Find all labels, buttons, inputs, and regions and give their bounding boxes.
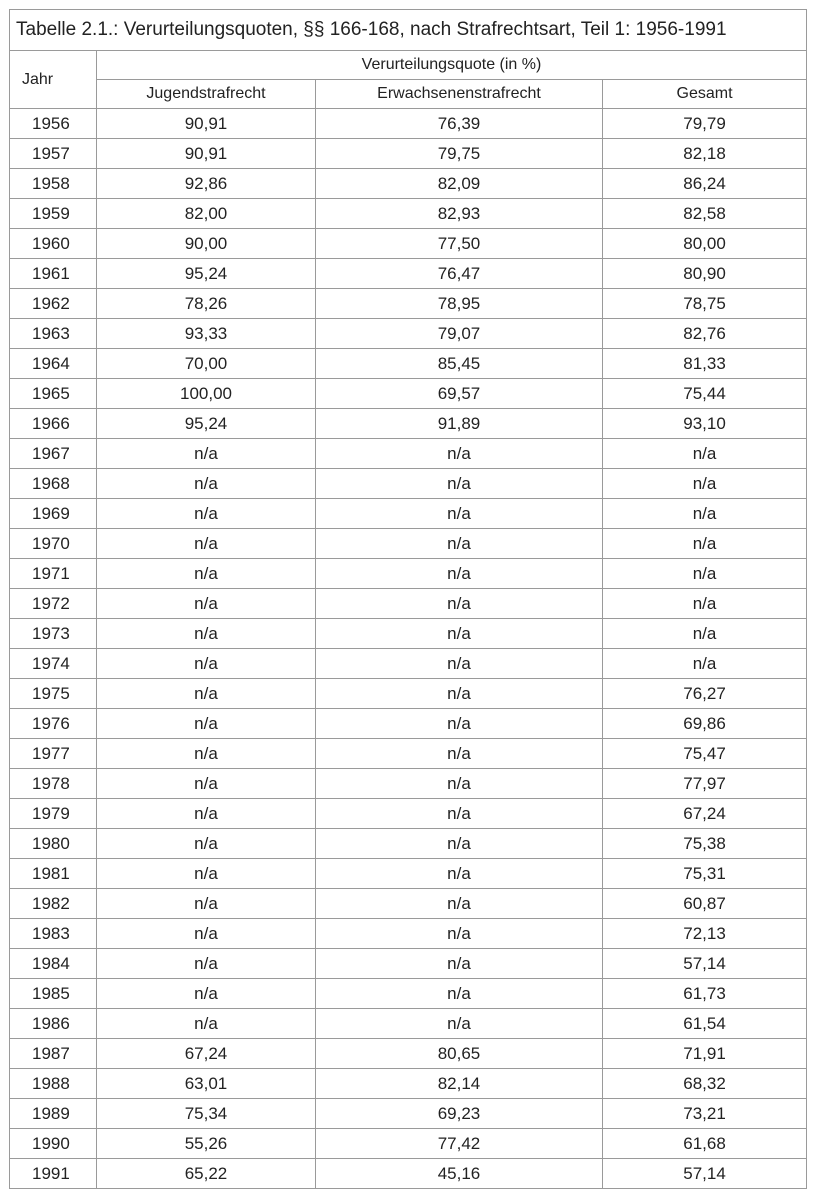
erwachsenenstrafrecht-cell: n/a — [316, 679, 603, 709]
table-row — [10, 1039, 807, 1069]
table-row — [10, 679, 807, 709]
gesamt-cell: 78,75 — [603, 289, 807, 319]
year-cell: 1965 — [10, 379, 97, 409]
jugendstrafrecht-cell: 63,01 — [97, 1069, 316, 1099]
gesamt-cell: 68,32 — [603, 1069, 807, 1099]
erwachsenenstrafrecht-cell: n/a — [316, 889, 603, 919]
year-cell: 1960 — [10, 229, 97, 259]
table-row — [10, 259, 807, 289]
data-table — [9, 9, 807, 1189]
table-row — [10, 379, 807, 409]
erwachsenenstrafrecht-cell: 82,09 — [316, 169, 603, 199]
year-cell: 1962 — [10, 289, 97, 319]
jugendstrafrecht-cell: n/a — [97, 679, 316, 709]
year-cell: 1968 — [10, 469, 97, 499]
table-row — [10, 859, 807, 889]
column-header-gesamt: Gesamt — [603, 80, 807, 109]
gesamt-cell: 77,97 — [603, 769, 807, 799]
year-cell: 1966 — [10, 409, 97, 439]
erwachsenenstrafrecht-cell: 85,45 — [316, 349, 603, 379]
year-cell: 1957 — [10, 139, 97, 169]
jugendstrafrecht-cell: n/a — [97, 1009, 316, 1039]
jugendstrafrecht-cell: n/a — [97, 739, 316, 769]
gesamt-cell: 82,76 — [603, 319, 807, 349]
jugendstrafrecht-cell: n/a — [97, 439, 316, 469]
erwachsenenstrafrecht-cell: 91,89 — [316, 409, 603, 439]
table-row — [10, 559, 807, 589]
year-cell: 1979 — [10, 799, 97, 829]
year-cell: 1983 — [10, 919, 97, 949]
gesamt-cell: 67,24 — [603, 799, 807, 829]
gesamt-cell: 79,79 — [603, 109, 807, 139]
table-row — [10, 769, 807, 799]
jugendstrafrecht-cell: 55,26 — [97, 1129, 316, 1159]
jugendstrafrecht-cell: n/a — [97, 499, 316, 529]
table-row — [10, 499, 807, 529]
jugendstrafrecht-cell: n/a — [97, 469, 316, 499]
gesamt-cell: 81,33 — [603, 349, 807, 379]
gesamt-cell: n/a — [603, 619, 807, 649]
erwachsenenstrafrecht-cell: n/a — [316, 799, 603, 829]
erwachsenenstrafrecht-cell: n/a — [316, 439, 603, 469]
erwachsenenstrafrecht-cell: 77,42 — [316, 1129, 603, 1159]
erwachsenenstrafrecht-cell: 45,16 — [316, 1159, 603, 1189]
erwachsenenstrafrecht-cell: 79,07 — [316, 319, 603, 349]
table-row — [10, 649, 807, 679]
table-row — [10, 739, 807, 769]
year-cell: 1958 — [10, 169, 97, 199]
year-cell: 1991 — [10, 1159, 97, 1189]
table-row — [10, 1009, 807, 1039]
table-row — [10, 169, 807, 199]
gesamt-cell: 57,14 — [603, 1159, 807, 1189]
gesamt-cell: n/a — [603, 439, 807, 469]
jugendstrafrecht-cell: n/a — [97, 949, 316, 979]
erwachsenenstrafrecht-cell: n/a — [316, 829, 603, 859]
jugendstrafrecht-cell: n/a — [97, 589, 316, 619]
gesamt-cell: 80,90 — [603, 259, 807, 289]
table-row — [10, 619, 807, 649]
gesamt-cell: 60,87 — [603, 889, 807, 919]
year-cell: 1987 — [10, 1039, 97, 1069]
gesamt-cell: 75,38 — [603, 829, 807, 859]
year-cell: 1981 — [10, 859, 97, 889]
table-row — [10, 349, 807, 379]
jugendstrafrecht-cell: 90,91 — [97, 139, 316, 169]
table-row — [10, 979, 807, 1009]
year-column-header: Jahr — [10, 51, 97, 109]
gesamt-cell: 69,86 — [603, 709, 807, 739]
jugendstrafrecht-cell: n/a — [97, 619, 316, 649]
erwachsenenstrafrecht-cell: n/a — [316, 709, 603, 739]
table-row — [10, 1099, 807, 1129]
table-row — [10, 1159, 807, 1189]
jugendstrafrecht-cell: 93,33 — [97, 319, 316, 349]
gesamt-cell: 75,31 — [603, 859, 807, 889]
jugendstrafrecht-cell: n/a — [97, 799, 316, 829]
jugendstrafrecht-cell: 67,24 — [97, 1039, 316, 1069]
column-header-erwachsenenstrafrecht: Erwachsenenstrafrecht — [316, 80, 603, 109]
column-header-jugendstrafrecht: Jugendstrafrecht — [97, 80, 316, 109]
gesamt-cell: 71,91 — [603, 1039, 807, 1069]
erwachsenenstrafrecht-cell: 77,50 — [316, 229, 603, 259]
year-cell: 1986 — [10, 1009, 97, 1039]
gesamt-cell: n/a — [603, 529, 807, 559]
erwachsenenstrafrecht-cell: 80,65 — [316, 1039, 603, 1069]
year-cell: 1970 — [10, 529, 97, 559]
table-caption: Tabelle 2.1.: Verurteilungsquoten, §§ 166-168, nach Strafrechtsart, Teil 1: 1956-1991 — [10, 10, 807, 51]
gesamt-cell: 80,00 — [603, 229, 807, 259]
gesamt-cell: 61,68 — [603, 1129, 807, 1159]
gesamt-cell: n/a — [603, 649, 807, 679]
jugendstrafrecht-cell: 92,86 — [97, 169, 316, 199]
year-cell: 1964 — [10, 349, 97, 379]
erwachsenenstrafrecht-cell: n/a — [316, 649, 603, 679]
erwachsenenstrafrecht-cell: 76,39 — [316, 109, 603, 139]
table-row — [10, 289, 807, 319]
gesamt-cell: n/a — [603, 589, 807, 619]
year-cell: 1956 — [10, 109, 97, 139]
year-cell: 1975 — [10, 679, 97, 709]
table-row — [10, 109, 807, 139]
table-row — [10, 439, 807, 469]
erwachsenenstrafrecht-cell: n/a — [316, 949, 603, 979]
year-cell: 1967 — [10, 439, 97, 469]
jugendstrafrecht-cell: n/a — [97, 829, 316, 859]
table-row — [10, 139, 807, 169]
year-cell: 1984 — [10, 949, 97, 979]
gesamt-cell: 75,44 — [603, 379, 807, 409]
gesamt-cell: 93,10 — [603, 409, 807, 439]
table-row — [10, 469, 807, 499]
gesamt-cell: 76,27 — [603, 679, 807, 709]
erwachsenenstrafrecht-cell: 82,93 — [316, 199, 603, 229]
erwachsenenstrafrecht-cell: 82,14 — [316, 1069, 603, 1099]
document-page — [9, 9, 807, 1189]
erwachsenenstrafrecht-cell: 78,95 — [316, 289, 603, 319]
year-cell: 1959 — [10, 199, 97, 229]
jugendstrafrecht-cell: 78,26 — [97, 289, 316, 319]
jugendstrafrecht-cell: 90,00 — [97, 229, 316, 259]
table-row — [10, 1129, 807, 1159]
year-cell: 1961 — [10, 259, 97, 289]
gesamt-cell: 73,21 — [603, 1099, 807, 1129]
year-cell: 1989 — [10, 1099, 97, 1129]
gesamt-cell: 57,14 — [603, 949, 807, 979]
year-cell: 1990 — [10, 1129, 97, 1159]
gesamt-cell: 72,13 — [603, 919, 807, 949]
gesamt-cell: 82,58 — [603, 199, 807, 229]
jugendstrafrecht-cell: 70,00 — [97, 349, 316, 379]
year-cell: 1972 — [10, 589, 97, 619]
jugendstrafrecht-cell: n/a — [97, 979, 316, 1009]
jugendstrafrecht-cell: n/a — [97, 889, 316, 919]
table-row — [10, 709, 807, 739]
erwachsenenstrafrecht-cell: 69,23 — [316, 1099, 603, 1129]
jugendstrafrecht-cell: 82,00 — [97, 199, 316, 229]
erwachsenenstrafrecht-cell: n/a — [316, 739, 603, 769]
gesamt-cell: 61,73 — [603, 979, 807, 1009]
gesamt-cell: 75,47 — [603, 739, 807, 769]
table-row — [10, 409, 807, 439]
jugendstrafrecht-cell: n/a — [97, 919, 316, 949]
erwachsenenstrafrecht-cell: n/a — [316, 979, 603, 1009]
year-cell: 1985 — [10, 979, 97, 1009]
table-row — [10, 319, 807, 349]
erwachsenenstrafrecht-cell: n/a — [316, 619, 603, 649]
year-cell: 1973 — [10, 619, 97, 649]
gesamt-cell: n/a — [603, 499, 807, 529]
jugendstrafrecht-cell: n/a — [97, 859, 316, 889]
gesamt-cell: 82,18 — [603, 139, 807, 169]
year-cell: 1971 — [10, 559, 97, 589]
gesamt-cell: n/a — [603, 559, 807, 589]
year-cell: 1977 — [10, 739, 97, 769]
jugendstrafrecht-cell: 100,00 — [97, 379, 316, 409]
jugendstrafrecht-cell: n/a — [97, 529, 316, 559]
year-cell: 1963 — [10, 319, 97, 349]
group-column-header: Verurteilungsquote (in %) — [97, 51, 807, 80]
year-cell: 1974 — [10, 649, 97, 679]
erwachsenenstrafrecht-cell: n/a — [316, 919, 603, 949]
table-row — [10, 199, 807, 229]
table-row — [10, 229, 807, 259]
erwachsenenstrafrecht-cell: n/a — [316, 559, 603, 589]
erwachsenenstrafrecht-cell: n/a — [316, 469, 603, 499]
year-cell: 1969 — [10, 499, 97, 529]
gesamt-cell: n/a — [603, 469, 807, 499]
table-row — [10, 1069, 807, 1099]
erwachsenenstrafrecht-cell: n/a — [316, 589, 603, 619]
erwachsenenstrafrecht-cell: n/a — [316, 859, 603, 889]
table-row — [10, 949, 807, 979]
jugendstrafrecht-cell: n/a — [97, 649, 316, 679]
erwachsenenstrafrecht-cell: 76,47 — [316, 259, 603, 289]
table-row — [10, 829, 807, 859]
erwachsenenstrafrecht-cell: n/a — [316, 499, 603, 529]
table-row — [10, 589, 807, 619]
jugendstrafrecht-cell: n/a — [97, 709, 316, 739]
jugendstrafrecht-cell: 75,34 — [97, 1099, 316, 1129]
year-cell: 1978 — [10, 769, 97, 799]
erwachsenenstrafrecht-cell: n/a — [316, 529, 603, 559]
erwachsenenstrafrecht-cell: 69,57 — [316, 379, 603, 409]
erwachsenenstrafrecht-cell: n/a — [316, 769, 603, 799]
erwachsenenstrafrecht-cell: n/a — [316, 1009, 603, 1039]
gesamt-cell: 61,54 — [603, 1009, 807, 1039]
jugendstrafrecht-cell: n/a — [97, 769, 316, 799]
table-row — [10, 529, 807, 559]
year-cell: 1976 — [10, 709, 97, 739]
jugendstrafrecht-cell: 90,91 — [97, 109, 316, 139]
year-cell: 1980 — [10, 829, 97, 859]
year-cell: 1982 — [10, 889, 97, 919]
gesamt-cell: 86,24 — [603, 169, 807, 199]
jugendstrafrecht-cell: 95,24 — [97, 409, 316, 439]
jugendstrafrecht-cell: 65,22 — [97, 1159, 316, 1189]
jugendstrafrecht-cell: 95,24 — [97, 259, 316, 289]
year-cell: 1988 — [10, 1069, 97, 1099]
table-row — [10, 799, 807, 829]
table-body — [10, 109, 807, 1189]
table-row — [10, 889, 807, 919]
jugendstrafrecht-cell: n/a — [97, 559, 316, 589]
erwachsenenstrafrecht-cell: 79,75 — [316, 139, 603, 169]
table-row — [10, 919, 807, 949]
